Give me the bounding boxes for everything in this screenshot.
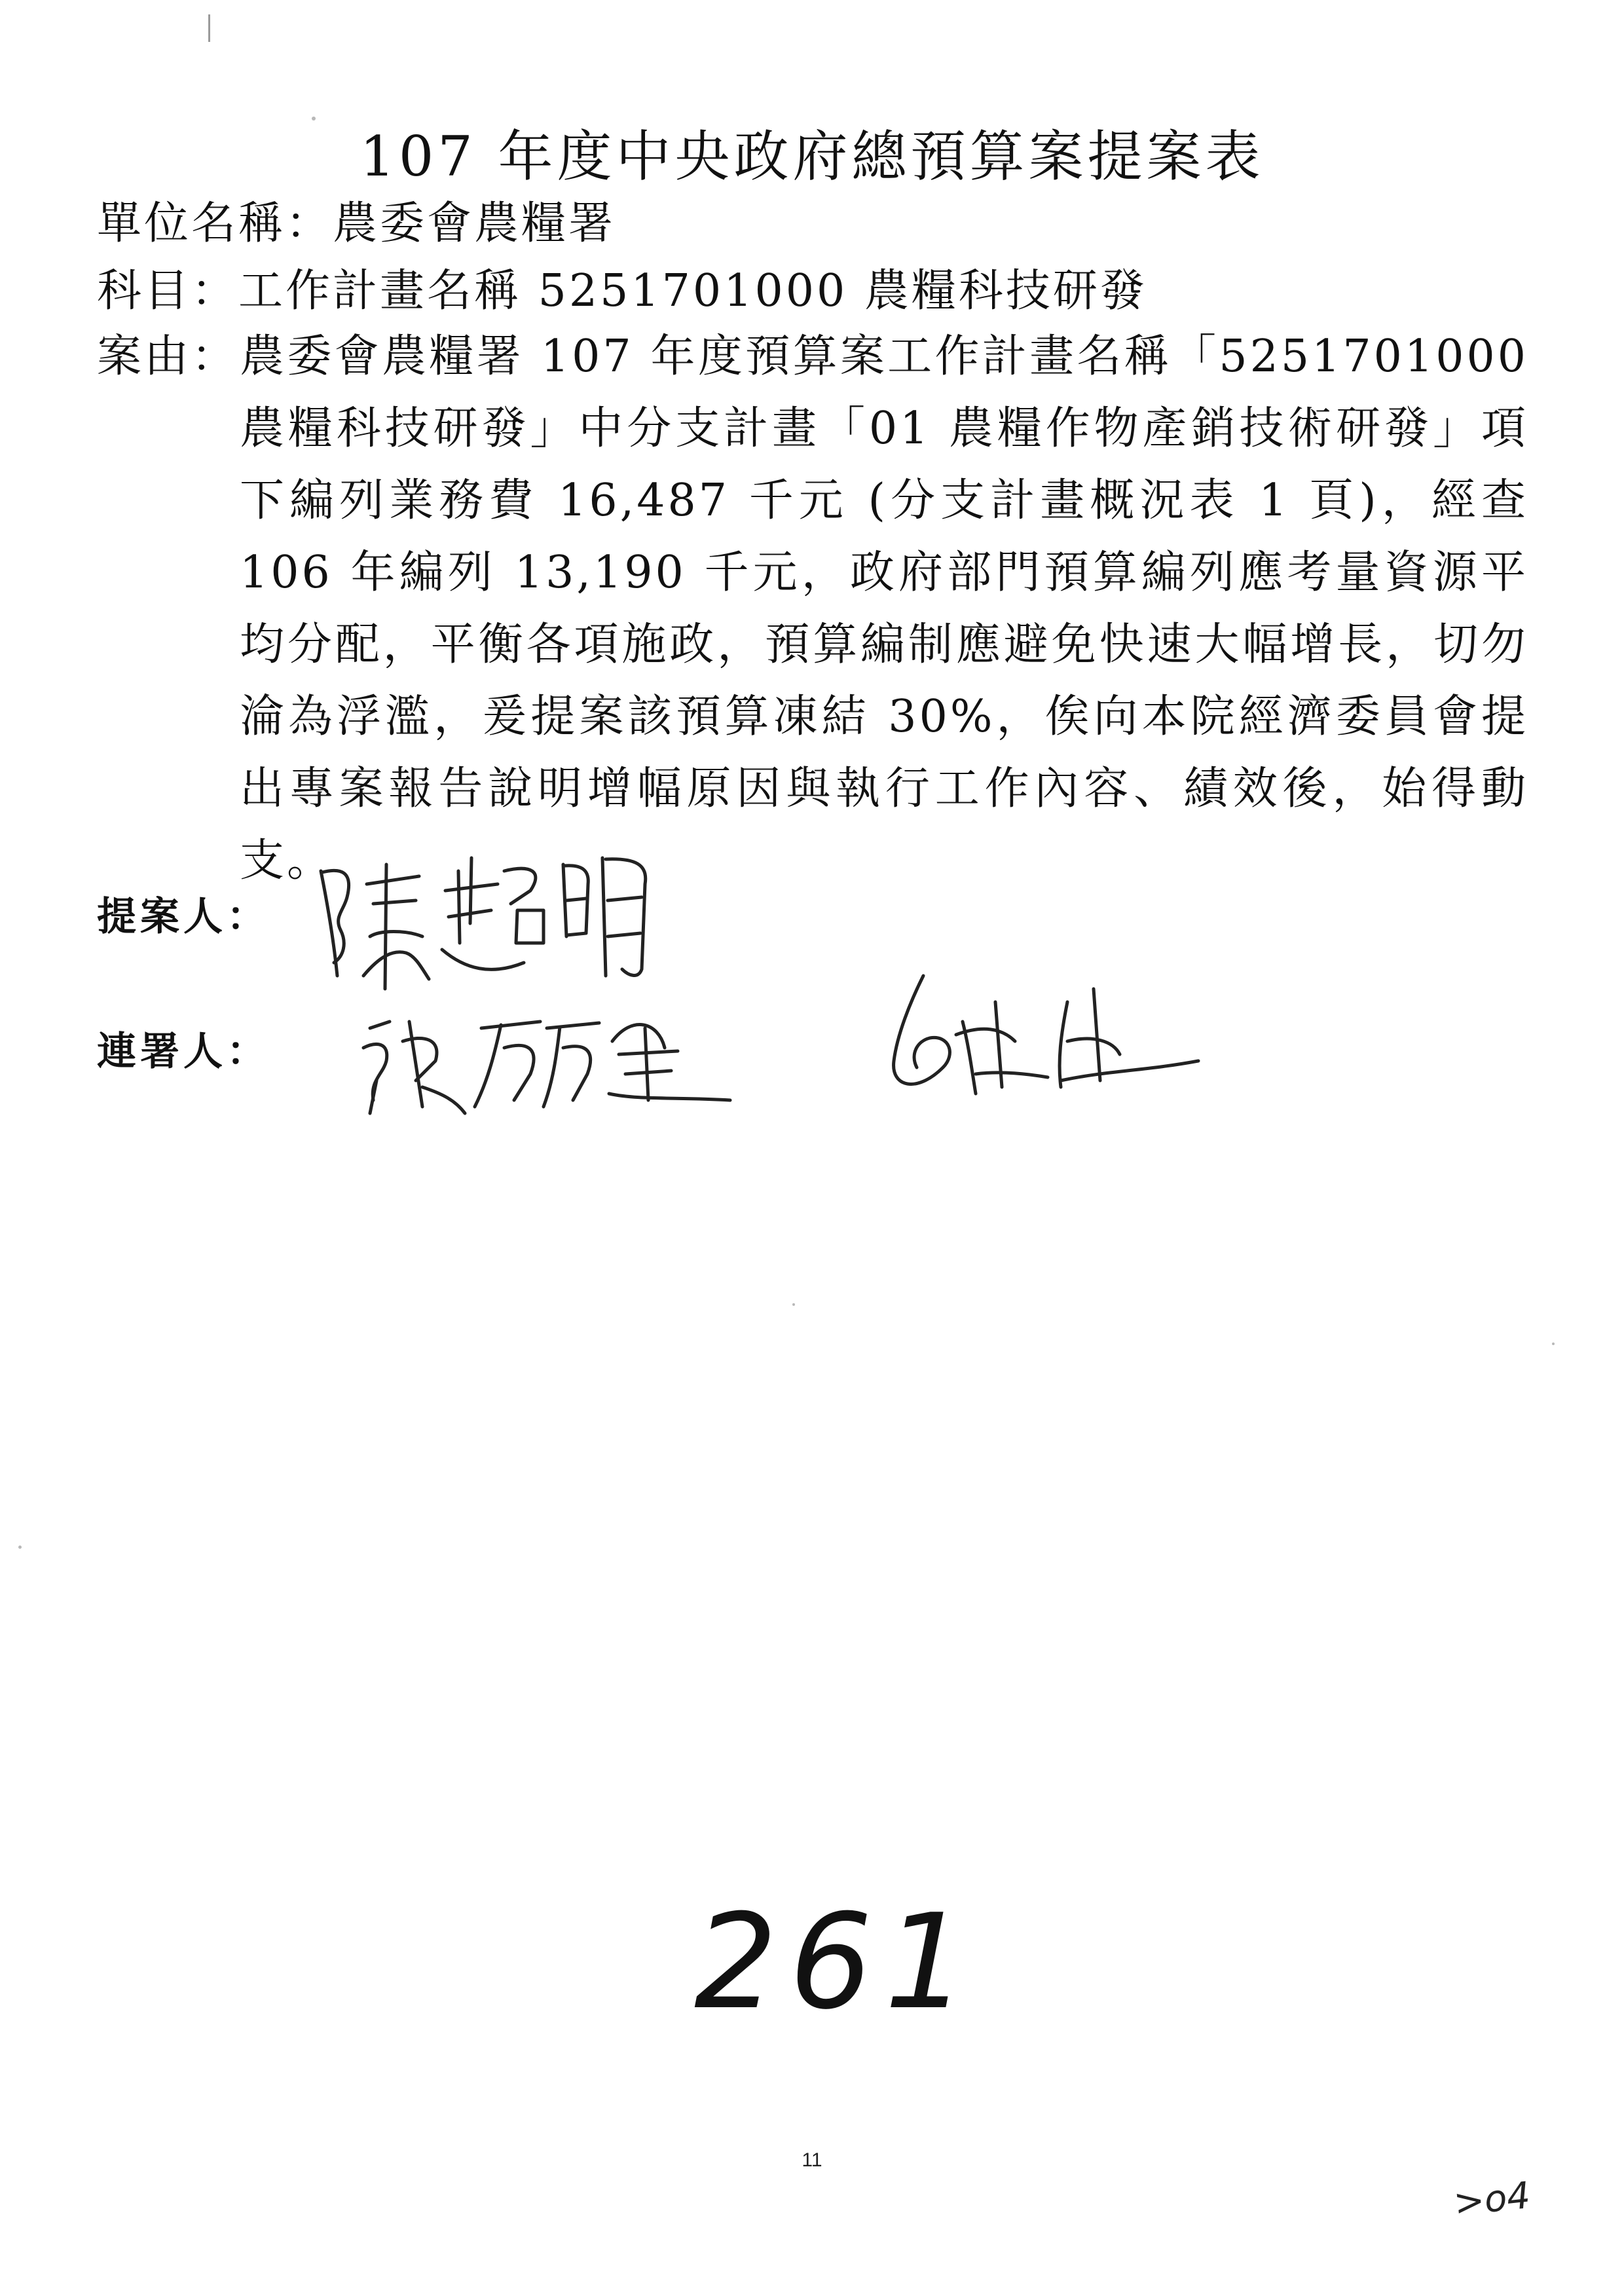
handwritten-number: 261 bbox=[694, 1886, 980, 2039]
scan-speck bbox=[18, 1546, 22, 1549]
proposer-signature bbox=[308, 845, 688, 995]
proposer-label: 提案人： bbox=[97, 894, 270, 940]
document-title: 107 年度中央政府總預算案提案表 bbox=[360, 124, 1264, 189]
cosigner-signature-1 bbox=[350, 1002, 743, 1120]
subject-line: 科目：工作計畫名稱 5251701000 農糧科技研發 bbox=[97, 265, 1147, 317]
cosigner-signature-2 bbox=[871, 963, 1211, 1107]
scan-speck bbox=[1552, 1342, 1555, 1345]
reason-label: 案由： bbox=[97, 331, 239, 382]
corner-handwritten-note: >o4 bbox=[1451, 2174, 1532, 2225]
reason-text: 農委會農糧署 107 年度預算案工作計畫名稱「5251701000 農糧科技研發」中分支計畫「01 農糧作物產銷技術研發」項下編列業務費 16,487 千元 (分支計畫概況表 1 頁)，經查 106 年編列 13,190 千元，政府部門預算編列應考量資源平均分配，平衡各項施政，預算編制應避免快速大幅增長，切勿淪為浮濫，爰提案該預算凍結 30%，俟向本院經濟委員會提出專案報告說明增幅原因與執行工作內容、績效後，始得動支。 bbox=[240, 331, 1528, 887]
scan-speck bbox=[792, 1303, 795, 1306]
scan-mark bbox=[208, 14, 210, 42]
cosigner-label: 連署人： bbox=[97, 1029, 270, 1075]
unit-name-line: 單位名稱：農委會農糧署 bbox=[97, 198, 616, 250]
page-number: 11 bbox=[802, 2149, 822, 2171]
